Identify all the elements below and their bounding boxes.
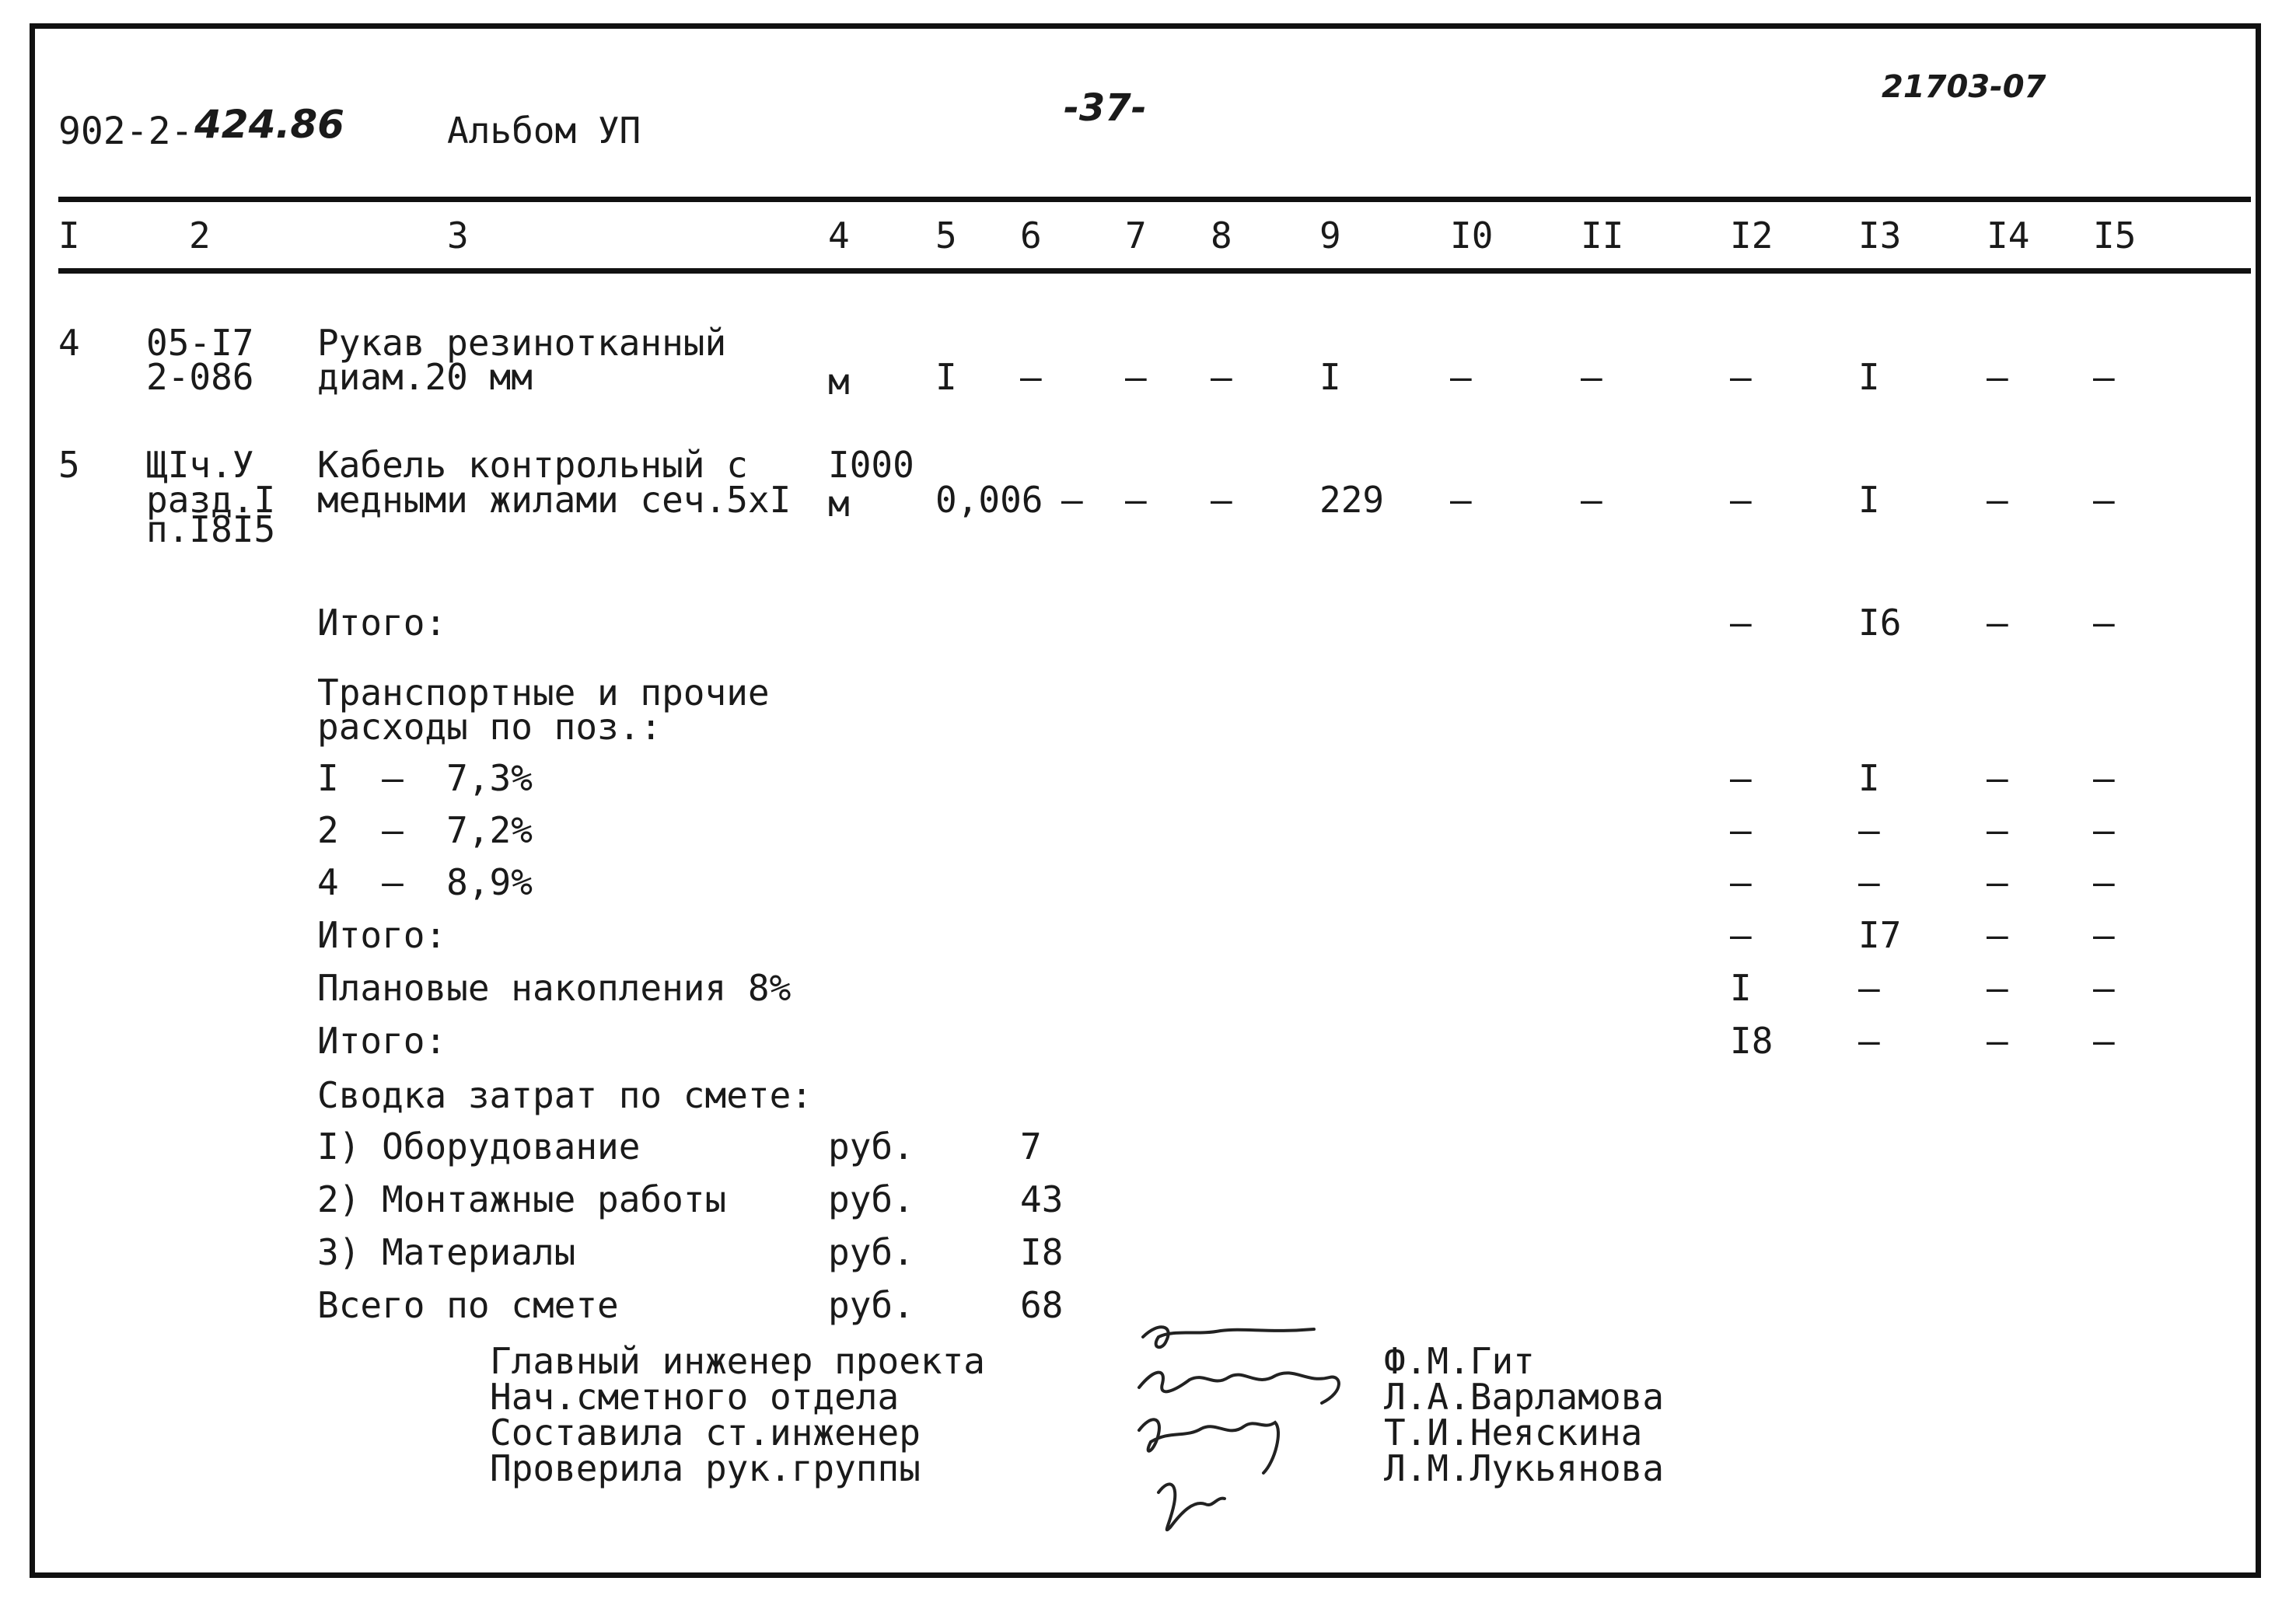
cell-c13: – [1858, 1020, 1880, 1062]
cell-c10: – [1450, 479, 1472, 521]
row-name-line: Кабель контрольный с [317, 444, 748, 486]
cell-c8: – [1211, 356, 1232, 398]
cell-c6: – [1020, 356, 1042, 398]
cell-c7: – [1125, 479, 1147, 521]
cell-c13: – [1858, 967, 1880, 1009]
summary-item-value: 68 [1020, 1284, 1064, 1326]
cell-c14: – [1987, 1020, 2008, 1062]
col-4: 4 [828, 215, 850, 257]
doc-number-handwritten: 424.86 [194, 102, 344, 147]
transport-label-line: Транспортные и прочие [317, 672, 770, 714]
row-number: 4 [58, 322, 80, 364]
summary-item-value: 43 [1020, 1178, 1064, 1220]
cell-c13: I [1858, 356, 1880, 398]
col-13: I3 [1858, 215, 1902, 257]
cell-c11: – [1581, 479, 1602, 521]
col-11: II [1581, 215, 1624, 257]
transport-label-line: расходы по поз.: [317, 706, 662, 748]
col-9: 9 [1319, 215, 1341, 257]
cell-c15: – [2093, 479, 2115, 521]
col-3: 3 [447, 215, 469, 257]
signature-1 [1143, 1327, 1314, 1347]
cell-c5: I [935, 356, 957, 398]
cell-c14: – [1987, 479, 2008, 521]
col-5: 5 [935, 215, 957, 257]
cell-c13: – [1858, 809, 1880, 851]
planned-label: Плановые накопления 8% [317, 967, 792, 1009]
cell-c5: 0,006 [935, 479, 1043, 521]
page-number: -37- [1064, 86, 1147, 130]
header-rule-bottom [58, 268, 2251, 274]
col-14: I4 [1987, 215, 2030, 257]
cell-c12: – [1730, 809, 1752, 851]
signatory-name: Ф.М.Гит [1384, 1340, 1535, 1382]
signatory-name: Т.И.Неяскина [1384, 1412, 1643, 1454]
summary-item-label: 2) Монтажные работы [317, 1178, 727, 1220]
row-unit: I000 [828, 444, 914, 486]
cell-c15: – [2093, 809, 2115, 851]
cell-c14: – [1987, 914, 2008, 956]
signatory-name: Л.М.Лукьянова [1384, 1447, 1665, 1489]
cell-c12: – [1730, 757, 1752, 799]
cell-c12: – [1730, 861, 1752, 903]
cell-c15: – [2093, 914, 2115, 956]
signatory-role: Проверила рук.группы [490, 1447, 921, 1489]
col-2: 2 [189, 215, 211, 257]
summary-item-unit: руб. [828, 1178, 914, 1220]
row-code-line: 05-I7 [146, 322, 254, 364]
archive-number: 21703-07 [1882, 69, 2046, 105]
total-label: Итого: [317, 914, 447, 956]
cell-c9: 229 [1319, 479, 1385, 521]
col-6: 6 [1020, 215, 1042, 257]
total-label: Итого: [317, 602, 447, 644]
cell-c13: I [1858, 757, 1880, 799]
cell-c12: I [1730, 967, 1752, 1009]
doc-number-prefix: 902-2- [58, 110, 194, 153]
cell-c12: – [1730, 602, 1752, 644]
col-1: I [58, 215, 80, 257]
col-7: 7 [1125, 215, 1147, 257]
cell-c12: – [1730, 356, 1752, 398]
handwritten-signatures [1127, 1314, 1361, 1547]
cell-c13: I6 [1858, 602, 1902, 644]
signatory-role: Главный инженер проекта [490, 1340, 985, 1382]
row-code-line: п.I8I5 [146, 508, 276, 550]
cell-c15: – [2093, 356, 2115, 398]
album-label: Альбом УП [447, 110, 641, 152]
cell-c15: – [2093, 757, 2115, 799]
transport-item-label: 4 – 8,9% [317, 861, 533, 903]
header-rule-top [58, 197, 2251, 202]
row-name-line: Рукав резинотканный [317, 322, 727, 364]
cell-c8: – [1211, 479, 1232, 521]
row-unit: м [828, 361, 850, 403]
cell-c15: – [2093, 967, 2115, 1009]
col-10: I0 [1450, 215, 1494, 257]
cell-c14: – [1987, 967, 2008, 1009]
cell-c15: – [2093, 861, 2115, 903]
cell-c11: – [1581, 356, 1602, 398]
cell-c10: – [1450, 356, 1472, 398]
cell-c14: – [1987, 809, 2008, 851]
transport-item-label: 2 – 7,2% [317, 809, 533, 851]
cell-c12: – [1730, 479, 1752, 521]
cell-c15: – [2093, 602, 2115, 644]
col-15: I5 [2093, 215, 2137, 257]
row-code-line: ЩIч.У [146, 444, 254, 486]
summary-item-unit: руб. [828, 1284, 914, 1326]
cell-c14: – [1987, 757, 2008, 799]
signatory-role: Нач.сметного отдела [490, 1376, 900, 1418]
cell-c13: I [1858, 479, 1880, 521]
row-number: 5 [58, 444, 80, 486]
summary-item-label: Всего по смете [317, 1284, 619, 1326]
cell-c6: – [1061, 479, 1083, 521]
col-8: 8 [1211, 215, 1232, 257]
summary-title: Сводка затрат по смете: [317, 1074, 813, 1116]
cell-c13: – [1858, 861, 1880, 903]
signature-4 [1158, 1484, 1225, 1530]
cell-c15: – [2093, 1020, 2115, 1062]
summary-item-label: I) Оборудование [317, 1126, 641, 1167]
summary-item-value: I8 [1020, 1231, 1064, 1273]
summary-item-unit: руб. [828, 1126, 914, 1167]
signature-2 [1139, 1373, 1339, 1403]
row-code-line: разд.I [146, 479, 276, 521]
cell-c13: I7 [1858, 914, 1902, 956]
summary-item-unit: руб. [828, 1231, 914, 1273]
cell-c12: I8 [1730, 1020, 1774, 1062]
signature-3 [1139, 1419, 1278, 1473]
row-name-line: диам.20 мм [317, 356, 533, 398]
row-name-line: медными жилами сеч.5хI [317, 479, 792, 521]
cell-c14: – [1987, 861, 2008, 903]
row-code-line: 2-086 [146, 356, 254, 398]
cell-c7: – [1125, 356, 1147, 398]
cell-c12: – [1730, 914, 1752, 956]
transport-item-label: I – 7,3% [317, 757, 533, 799]
cell-c14: – [1987, 356, 2008, 398]
signatory-name: Л.А.Варламова [1384, 1376, 1665, 1418]
summary-item-value: 7 [1020, 1126, 1042, 1167]
signatory-role: Составила ст.инженер [490, 1412, 921, 1454]
total-label: Итого: [317, 1020, 447, 1062]
summary-item-label: 3) Материалы [317, 1231, 576, 1273]
cell-c14: – [1987, 602, 2008, 644]
col-12: I2 [1730, 215, 1774, 257]
row-unit: м [828, 483, 850, 525]
cell-c9: I [1319, 356, 1341, 398]
